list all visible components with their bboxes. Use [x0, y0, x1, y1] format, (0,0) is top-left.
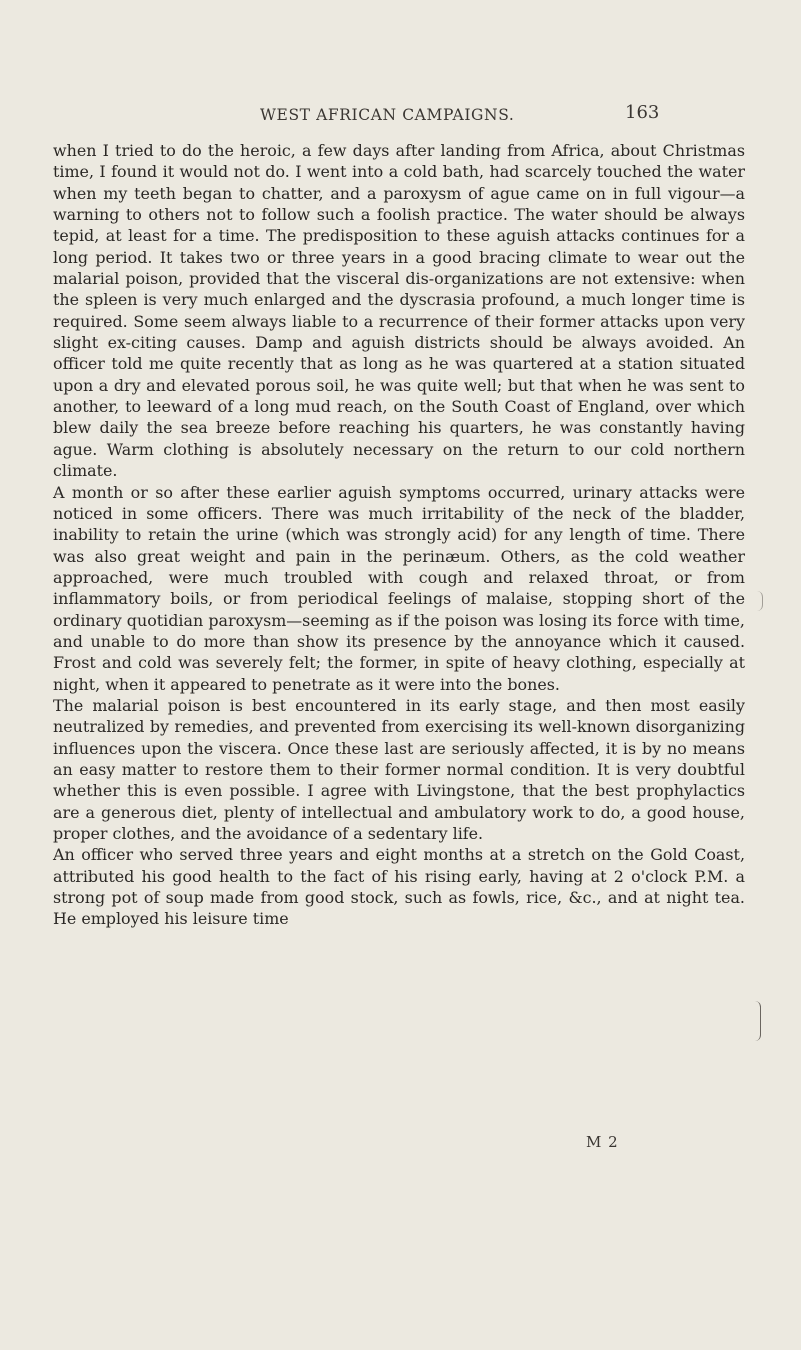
page-number: 163: [625, 102, 660, 123]
margin-bracket-mark: [752, 1001, 761, 1041]
body-text: [53, 140, 745, 930]
paragraph-2: A month or so after these earlier aguish symptoms occurred, urinary attacks were noticed in some officers. There was much irritability of the neck of the bladder, inability to retain the urine (which was strongly acid) for any length of time. There was also great weight and pain in the perinæum. Others, as the cold weather approached, were much troubled with cough and relaxed throat, or from inflammatory boils, or from periodical feelings of malaise, stopping short of the ordinary quotidian paroxysm—seeming as if the poison was losing its force with time, and unable to do more than show its presence by the annoyance which it caused. Frost and cold was severely felt; the former, in spite of heavy clothing, especially at night, when it appeared to penetrate as it were into the bones.: [53, 482, 745, 694]
paragraph-1: when I tried to do the heroic, a few days after landing from Africa, about Christmas time, I found it would not do. I went into a cold bath, had scarcely touched the water when my teeth began to chatter, and a paroxysm of ague came on in full vigour—a warning to others not to follow such a foolish practice. The water should be always tepid, at least for a time. The predisposition to these aguish attacks continues for a long period. It takes two or three years in a good bracing climate to wear out the malarial poison, provided that the visceral dis-organizations are not extensive: when the spleen is very much enlarged and the dyscrasia profound, a much longer time is required. Some seem always liable to a recurrence of their former attacks upon very slight ex-citing causes. Damp and aguish districts should be always avoided. An officer told me quite recently that as long as he was quartered at a station situated upon a dry and elevated porous soil, he was quite well; but that when he was sent to another, to leeward of a long mud reach, on the South Coast of England, over which blew daily the sea breeze before reaching his quarters, he was constantly having ague. Warm clothing is absolutely necessary on the return to our cold northern climate.: [53, 141, 745, 481]
margin-bracket-mark: [754, 591, 763, 611]
signature-mark: M 2: [586, 1133, 619, 1151]
paragraph-3: The malarial poison is best encountered in its early stage, and then most easily neutralized by remedies, and prevented from exercising its well-known disorganizing influences upon the viscera. Once these last are seriously affected, it is by no means an easy matter to restore them to their former normal condition. It is very doubtful whether this is even possible. I agree with Livingstone, that the best prophylactics are a generous diet, plenty of intellectual and ambulatory work to do, a good house, proper clothes, and the avoidance of a sedentary life.: [53, 695, 745, 843]
running-head: [0, 102, 801, 130]
paragraph-4: An officer who served three years and eight months at a stretch on the Gold Coast, attributed his good health to the fact of his rising early, having at 2 o'clock P.M. a strong pot of soup made from good stock, such as fowls, rice, &c., and at night tea. He employed his leisure time: [53, 845, 745, 929]
running-title: WEST AFRICAN CAMPAIGNS.: [260, 106, 515, 124]
